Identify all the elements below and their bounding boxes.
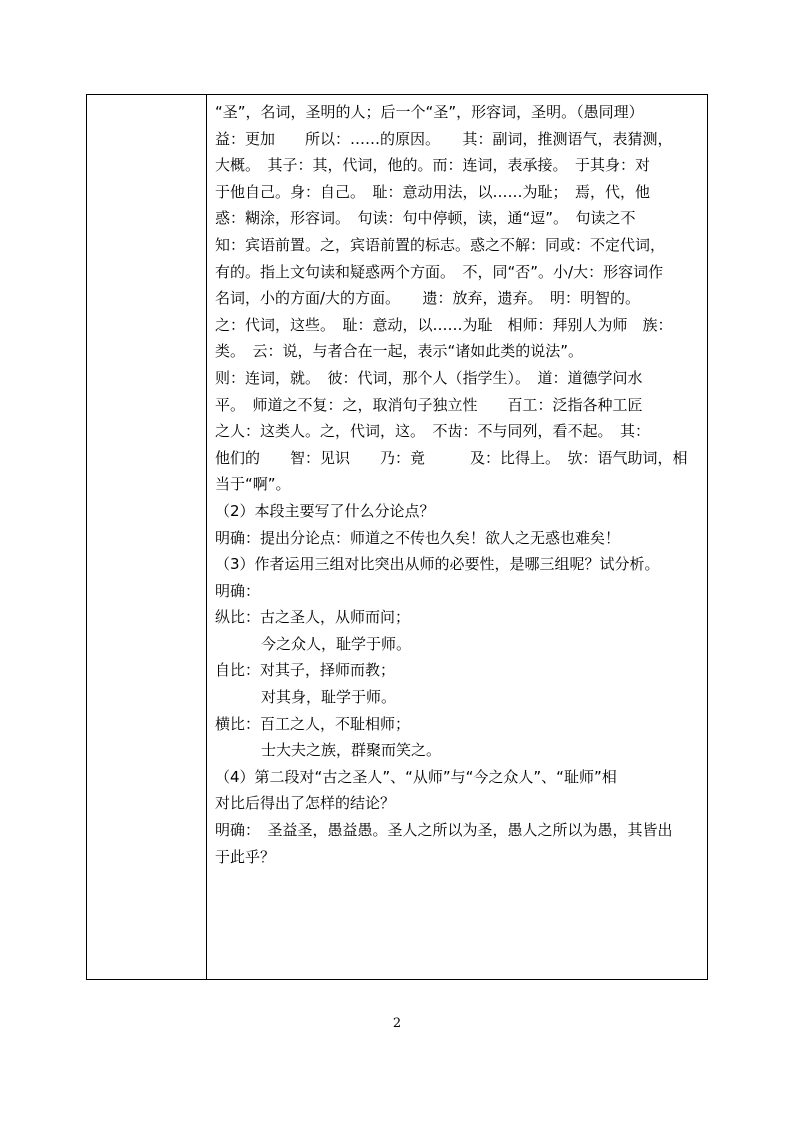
text-line: 有的。指上文句读和疑惑两个方面。 不，同“否”。小/大：形容词作 [215, 262, 664, 281]
text-line: 名词，小的方面/大的方面。 遗：放弃，遗弃。 明：明智的。 [215, 289, 641, 308]
text-line: 之人：这类人。之，代词，这。 不齿：不与同列，看不起。 其： [215, 422, 651, 441]
question-4: （4）第二段对“古之圣人”、“从师”与“今之众人”、“耻师”相 [215, 767, 617, 786]
text-line: 之：代词，这些。 耻：意动，以……为耻 相师：拜别人为师 族： [215, 315, 673, 334]
text-line: 于他自己。身：自己。 耻：意动用法，以……为耻； 焉，代，他 [215, 182, 651, 201]
text-line: 惑：糊涂，形容词。 句读：句中停顿，读，通“逗”。 句读之不 [215, 209, 636, 228]
comparison-vertical: 纵比：古之圣人，从师而问； [215, 608, 411, 627]
text-line: 大概。 其子：其，代词，他的。而：连词，表承接。 于其身：对 [215, 156, 651, 175]
text-line: 益：更加 所以：……的原因。 其：副词，推测语气，表猜测， [215, 129, 673, 148]
question-4-cont: 对比后得出了怎样的结论？ [215, 794, 396, 813]
table-content-cell [215, 99, 705, 870]
answer-4: 明确： 圣益圣，愚益愚。圣人之所以为圣，愚人之所以为愚，其皆出 [215, 821, 673, 840]
comparison-self-2: 对其身，耻学于师。 [261, 688, 397, 707]
question-2: （2）本段主要写了什么分论点？ [215, 501, 435, 520]
question-3: （3）作者运用三组对比突出从师的必要性，是哪三组呢？试分析。 [215, 555, 660, 574]
lesson-table [86, 94, 708, 980]
text-line: 类。 云：说，与者合在一起，表示“诸如此类的说法”。 [215, 342, 584, 361]
answer-3-label: 明确： [215, 581, 261, 600]
comparison-horizontal-2: 士大夫之族，群聚而笑之。 [261, 741, 442, 760]
text-line: 当于“啊”。 [215, 475, 291, 494]
table-left-column [87, 95, 207, 979]
text-line: “圣”，名词，圣明的人；后一个“圣”，形容词，圣明。（愚同理） [215, 103, 644, 121]
text-line: 则：连词，就。 彼：代词，那个人（指学生）。 道：道德学问水 [215, 368, 643, 387]
comparison-vertical-2: 今之众人，耻学于师。 [261, 634, 412, 653]
comparison-horizontal: 横比：百工之人，不耻相师； [215, 714, 411, 733]
text-line: 平。 师道之不复：之，取消句子独立性 百工：泛指各种工匠 [215, 395, 643, 414]
page-number: 2 [392, 1016, 402, 1031]
comparison-self: 自比：对其子，择师而教； [215, 661, 396, 680]
answer-2: 明确：提出分论点：师道之不传也久矣！欲人之无惑也难矣！ [215, 528, 621, 547]
answer-4-cont: 于此乎？ [215, 847, 276, 866]
text-line: 他们的 智：见识 乃：竟 及：比得上。 欤：语气助词，相 [215, 448, 688, 467]
text-line: 知：宾语前置。之，宾语前置的标志。惑之不解：同或：不定代词， [215, 235, 666, 254]
